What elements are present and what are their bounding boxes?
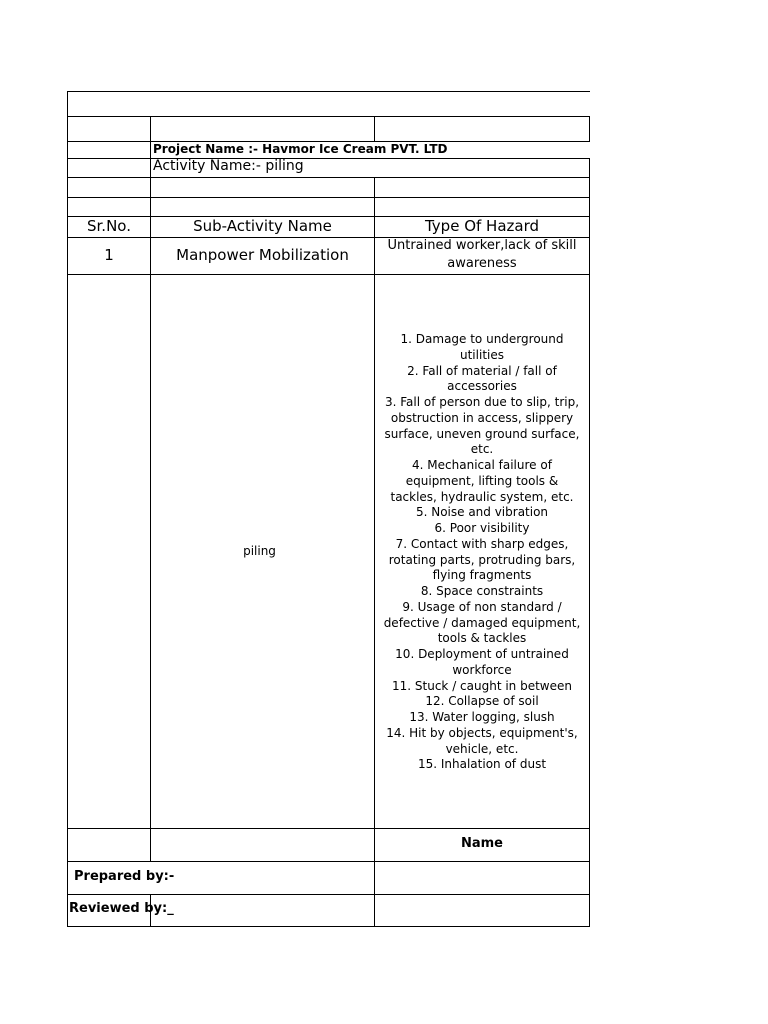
- hazard-line: vehicle, etc.: [445, 741, 519, 756]
- grid-line: [589, 116, 590, 142]
- row1-hazard-line: awareness: [447, 256, 517, 271]
- header-type-of-hazard: Type Of Hazard: [424, 217, 540, 235]
- row1-sub-activity: Manpower Mobilization: [176, 246, 349, 264]
- hazard-line: tackles, hydraulic system, etc.: [390, 489, 574, 504]
- hazard-line: equipment, lifting tools &: [405, 473, 559, 488]
- hazard-line: 13. Water logging, slush: [409, 710, 555, 724]
- hazard-line: rotating parts, protruding bars,: [388, 552, 576, 567]
- hazard-line: tools & tackles: [437, 631, 527, 646]
- hazard-line: 5. Noise and vibration: [415, 505, 549, 520]
- hazard-line: 2. Fall of material / fall of: [407, 363, 557, 378]
- hazard-line: accessories: [447, 379, 517, 394]
- hazard-line: 1. Damage to underground: [400, 332, 564, 346]
- hazard-line: 6. Poor visibility: [434, 521, 530, 535]
- grid-line: [67, 894, 590, 895]
- hazard-line: flying fragments: [432, 568, 532, 583]
- grid-line: [67, 91, 590, 92]
- hazard-line: 12. Collapse of soil: [425, 694, 539, 709]
- hazard-list: [375, 332, 589, 773]
- hazard-line: surface, uneven ground surface,: [384, 426, 580, 441]
- hazard-line: 14. Hit by objects, equipment's,: [386, 725, 578, 740]
- hazard-line: 8. Space constraints: [420, 584, 544, 598]
- hazard-line: workforce: [452, 662, 512, 677]
- header-sub-activity: Sub-Activity Name: [193, 217, 332, 235]
- grid-line: [67, 274, 590, 275]
- grid-line: [374, 116, 375, 142]
- grid-line: [67, 116, 590, 117]
- hazard-line: 9. Usage of non standard /: [402, 599, 562, 614]
- reviewed-by-label: Reviewed by:_: [69, 901, 174, 916]
- grid-line: [67, 197, 590, 198]
- hazard-line: 10. Deployment of untrained: [395, 647, 569, 661]
- hazard-line: etc.: [470, 442, 494, 457]
- grid-line: [67, 926, 590, 927]
- grid-line: [589, 158, 590, 927]
- hazard-line: 11. Stuck / caught in between: [392, 678, 572, 693]
- hazard-line: 15. Inhalation of dust: [417, 757, 547, 772]
- hazard-line: 3. Fall of person due to slip, trip,: [384, 395, 580, 409]
- grid-line: [67, 828, 590, 829]
- hazard-line: 7. Contact with sharp edges,: [395, 536, 569, 551]
- grid-line: [67, 158, 590, 159]
- prepared-by-label: Prepared by:-: [74, 869, 175, 884]
- project-name: Project Name :- Havmor Ice Cream PVT. LTD: [153, 142, 448, 156]
- row2-sub-activity: piling: [243, 544, 276, 558]
- grid-line: [67, 177, 590, 178]
- hazard-line: utilities: [460, 347, 504, 362]
- hazard-line: defective / damaged equipment,: [383, 615, 581, 630]
- grid-line: [67, 861, 590, 862]
- row1-sr-no: 1: [104, 246, 114, 264]
- header-sr-no: Sr.No.: [87, 217, 131, 235]
- hazard-line: obstruction in access, slippery: [390, 410, 574, 425]
- row1-hazard-line: Untrained worker,lack of skill: [387, 238, 577, 253]
- hazard-line: 4. Mechanical failure of: [412, 458, 552, 472]
- activity-name: Activity Name:- piling: [153, 158, 304, 174]
- name-label: Name: [460, 836, 503, 851]
